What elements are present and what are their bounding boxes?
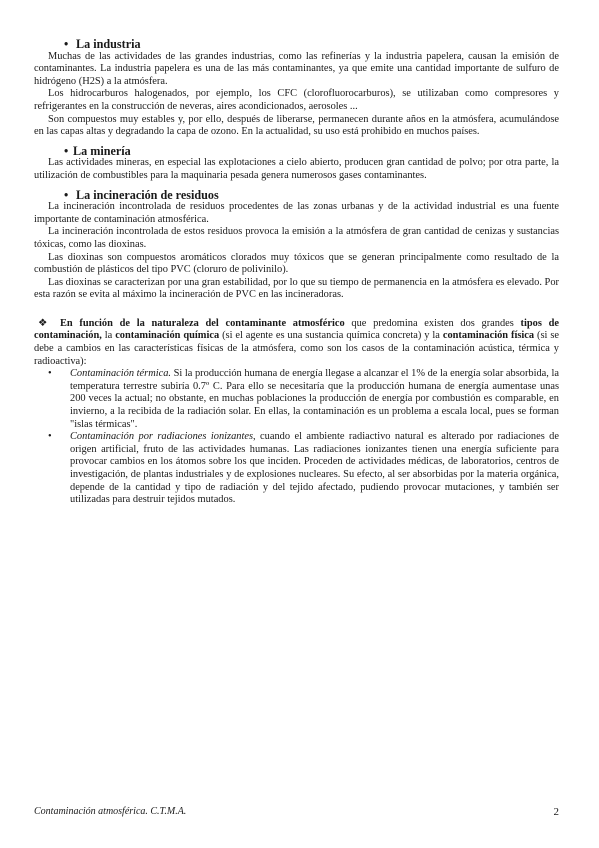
footer-title: Contaminación atmosférica. C.T.M.A.	[34, 806, 187, 817]
page-number: 2	[553, 806, 559, 818]
paragraph: La incineración incontrolada de estos residuos provoca la emisión a la atmósfera de gran cantidad de cenizas y sustancias tóxicas, como las dioxinas.	[34, 226, 559, 250]
paragraph: Las actividades mineras, en especial las explotaciones a cielo abierto, producen gran cantidad de polvo; por otra parte, la utilización de combustibles para la maquinaria pesada genera numerosos gases contaminantes.	[34, 157, 559, 181]
paragraph: La incineración incontrolada de residuos procedentes de las zonas urbanas y de la actividad industrial es una fuente importante de contaminación atmosférica.	[34, 201, 559, 225]
paragraph: Muchas de las actividades de las grandes industrias, como las refinerías y la industria papelera, causan la emisión de contaminantes. La industria papelera es una de las más contaminantes, ya que emite una cantidad importante de sulfuro de hidrógeno (H2S) a la atmósfera.	[34, 50, 559, 87]
document-page	[34, 38, 559, 507]
paragraph: Son compuestos muy estables y, por ello, después de liberarse, permanecen durante años en la atmósfera, acumulándose en las capas altas y degradando la capa de ozono. En la actualidad, su uso está prohibido en muchos países.	[34, 113, 559, 138]
quoted-term: "islas térmicas"	[70, 418, 135, 430]
section-naturaleza-intro: ❖ En función de la naturaleza del contaminante atmosférico que predomina existen dos grandes tipos de contaminación, la contaminación química (si el agente es una sustancia química concreta) y la contaminación física (si se debe a cambios en las características físicas de la atmósfera, como son los casos de la contaminación acústica, térmica y radioactiva):	[34, 317, 560, 367]
bullet-icon: •	[64, 143, 69, 158]
paragraph: Los hidrocarburos halogenados, por ejemplo, los CFC (clorofluorocarburos), se utilizaban como compresores y refrigerantes en la construcción de neveras, aires acondicionados, aerosoles ...	[34, 88, 559, 112]
page-footer	[34, 806, 559, 818]
paragraph: Las dioxinas se caracterizan por una gran estabilidad, por lo que su tiempo de permanencia en la atmósfera es elevado. Por esta razón se evita al máximo la incineración de PVC en las incineradoras.	[34, 276, 559, 301]
heading-incineracion: • La incineración de residuos	[64, 187, 219, 202]
paragraph: Las dioxinas son compuestos aromáticos clorados muy tóxicos que se generan principalmente como resultado de la combustión de plásticos del tipo PVC (cloruro de polivinilo).	[34, 251, 559, 276]
bullet-icon: •	[48, 431, 52, 443]
heading-industria: • La industria	[64, 37, 141, 51]
bullet-icon: •	[64, 187, 69, 202]
list-item: • Contaminación por radiaciones ionizantes, cuando el ambiente radiactivo natural es alterado por radiaciones de origen artificial, fruto de las actividades humanas. Las radiaciones ionizantes tienen una energía suficiente para provocar cambios en los átomos sobre los que inciden. Proceden de actividades médicas, de laboratorios, centros de investigación, de plantas industriales y de explosiones nucleares. Su efecto, al ser absorbidas por la materia orgánica, depende de la cantidad y tipo de radiación y del tejido afectado, pudiendo provocar mutaciones, y también ser utilizadas para destruir tejidos mutados.	[48, 431, 559, 506]
bullet-icon: •	[64, 37, 69, 51]
bullet-icon: •	[48, 368, 52, 380]
heading-mineria: • La minería	[64, 143, 131, 158]
bullet-list	[34, 368, 559, 507]
list-item: • Contaminación térmica. Si la producción humana de energía llegase a alcanzar el 1% de la energía solar absorbida, la temperatura terrestre subiría 0.7º C. Para ello se necesitaría que la producción humana de energía aumentase unas 200 veces la actual; no obstante, en muchas poblaciones la producción de energía por combustión es comparable, en invierno, a la recibida de la radiación solar. En ellas, la contaminación es un problema a escala local, pues se forman "islas térmicas".	[48, 368, 559, 430]
diamond-bullet-icon: ❖	[38, 317, 48, 329]
